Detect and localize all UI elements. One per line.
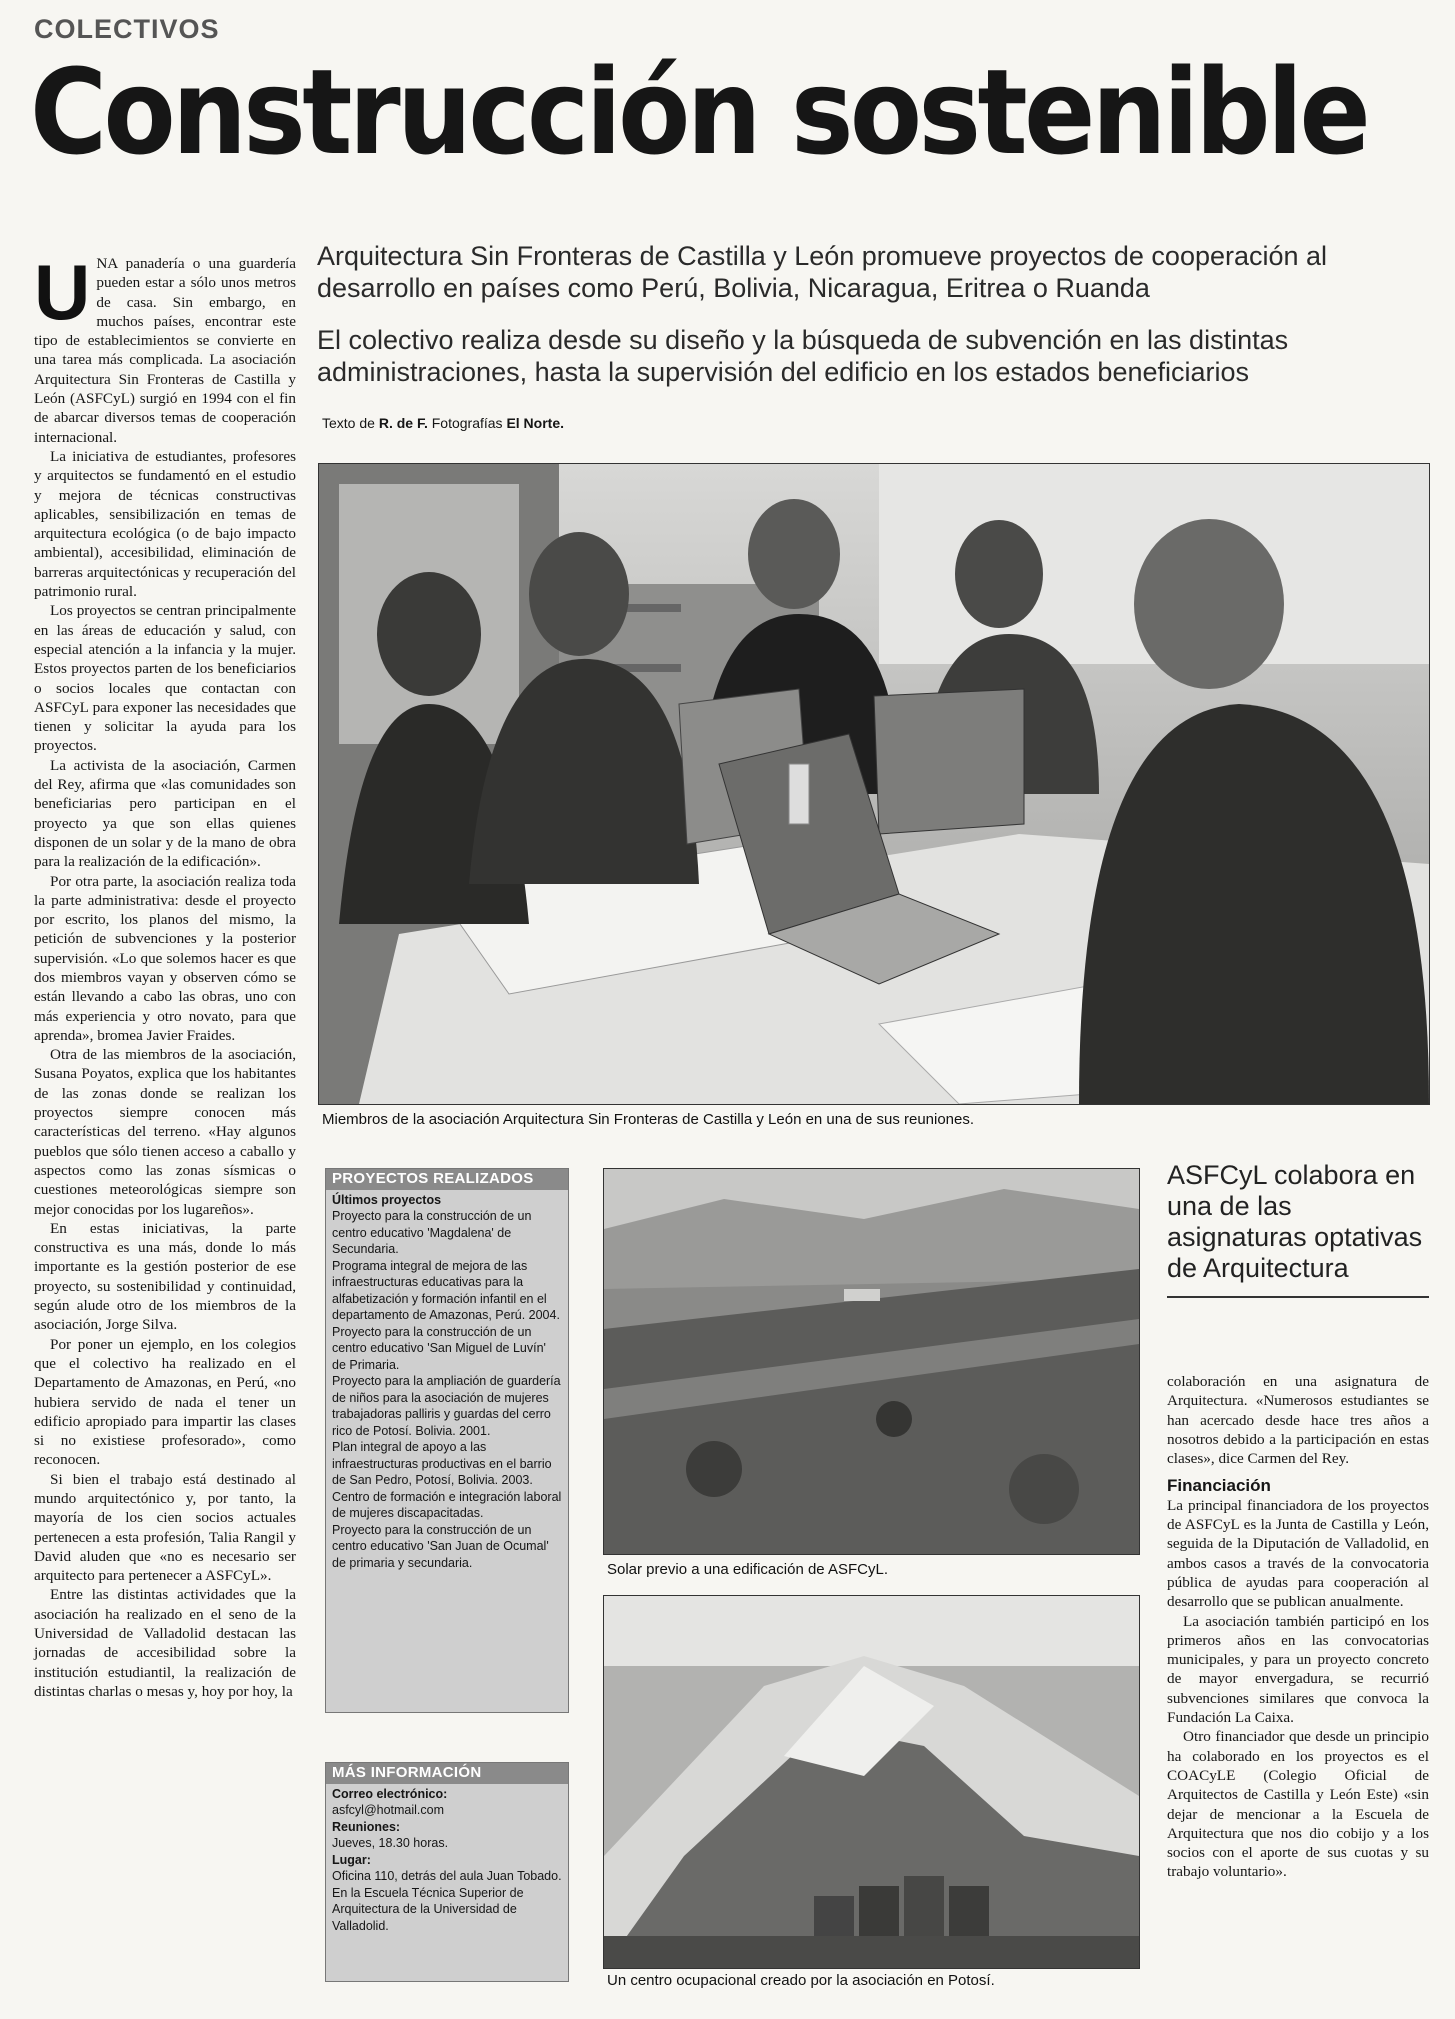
meetings-value: Jueves, 18.30 horas. xyxy=(332,1836,449,1850)
headline: Construcción sostenible xyxy=(30,43,1368,181)
project-item: Proyecto para la construcción de un centro educativo 'San Miguel de Luvín' de Primaria. xyxy=(332,1324,546,1372)
email-value: asfcyl@hotmail.com xyxy=(332,1803,445,1817)
potosi-photo-caption: Un centro ocupacional creado por la asociación en Potosí. xyxy=(607,1972,995,1989)
project-item: Plan integral de apoyo a las infraestructuras productivas en el barrio de San Pedro, Potosí, Bolivia. 2003. xyxy=(332,1440,552,1487)
right-column xyxy=(1167,1372,1429,1882)
left-column xyxy=(34,248,296,1701)
meeting-photo-caption: Miembros de la asociación Arquitectura Sin Fronteras de Castilla y León en una de sus reuniones. xyxy=(322,1111,975,1128)
subhead-2: El colectivo realiza desde su diseño y la búsqueda de subvención en las distintas administraciones, hasta la supervisión del edificio en los estados beneficiarios xyxy=(317,325,1289,387)
meetings-label: Reuniones: xyxy=(332,1819,401,1834)
body-paragraph: Entre las distintas actividades que la asociación ha realizado en el seno de la Universidad de Valladolid destacan las jornadas de accesibilidad sobre la institución estudiantil, la realización de distintas charlas o mesas y, hoy por hoy, la xyxy=(34,1586,296,1700)
financing-heading: Financiación xyxy=(1167,1476,1271,1496)
info-box-title: MÁS INFORMACIÓN xyxy=(326,1763,568,1784)
subhead-1: Arquitectura Sin Fronteras de Castilla y León promueve proyectos de cooperación al desarrollo en países como Perú, Bolivia, Nicaragua, Eritrea o Ruanda xyxy=(317,241,1328,303)
byline-middle: Fotografías xyxy=(427,415,507,431)
project-item: Proyecto para la ampliación de guardería de niños para la asociación de mujeres trabajadoras palliris y guardas del cerro rico de Potosí. Bolivia. 2001. xyxy=(332,1374,561,1438)
email-label: Correo electrónico: xyxy=(332,1786,448,1801)
continuation-paragraph: colaboración en una asignatura de Arquitectura. «Numerosos estudiantes se han acercado desde hace tres años a nosotros debido a la participación en estas clases», dice Carmen del Rey. xyxy=(1167,1373,1429,1468)
projects-box-subtitle: Últimos proyectos xyxy=(332,1192,442,1207)
project-item: Proyecto para la construcción de un centro educativo 'San Juan de Ocumal' de primaria y secundaria. xyxy=(332,1522,549,1570)
body-paragraph: En estas iniciativas, la parte constructiva es una más, donde lo más importante es la gestión posterior de ese proyecto, su sostenibilidad y continuidad, según alude otro de los miembros de la asociación, Jorge Silva. xyxy=(34,1219,296,1334)
site-photo xyxy=(603,1168,1140,1555)
place-label: Lugar: xyxy=(332,1852,371,1867)
body-paragraph: Otro financiador que desde un principio ha colaborado en los proyectos es el COACyLE (Colegio Oficial de Arquitectos de Castilla y León Este) «sin dejar de mencionar a la Escuela de Arquitectura que nos dio cobijo y a los socios con el aporte de sus cuotas y su trabajo voluntario». xyxy=(1167,1728,1429,1881)
body-paragraph: La activista de la asociación, Carmen del Rey, afirma que «las comunidades son beneficiarias pero participan en el proyecto ya que son ellas quienes disponen de un solar y de la mano de obra para la realización de la edificación». xyxy=(34,756,296,871)
project-item: Centro de formación e integración laboral de mujeres discapacitadas. xyxy=(332,1489,562,1520)
byline-photographer: El Norte. xyxy=(506,415,565,431)
site-photo-caption: Solar previo a una edificación de ASFCyL. xyxy=(607,1561,888,1578)
pull-quote: ASFCyL colabora en una de las asignaturas optativas de Arquitectura xyxy=(1167,1160,1429,1298)
body-paragraph: Otra de las miembros de la asociación, Susana Poyatos, explica que los habitantes de las zonas donde se realizan los proyectos siempre conocen más características del terreno. «Hay algunos pueblos que sólo tienen acceso a caballo y aspectos como las zonas sísmicas o cuestiones meteorológicas siempre son mejor conocidas por los lugareños». xyxy=(34,1046,296,1218)
body-paragraph: La principal financiadora de los proyectos de ASFCyL es la Junta de Castilla y León, seguida de la Diputación de Valladolid, en ambos casos a través de la convocatoria pública de ayudas para cooperación al desarrollo que se publican anualmente. xyxy=(1167,1496,1429,1611)
byline-author: R. de F. xyxy=(378,415,428,431)
potosi-photo xyxy=(603,1595,1140,1969)
lead-paragraph xyxy=(34,248,296,447)
place-value: Oficina 110, detrás del aula Juan Tobado. En la Escuela Técnica Superior de Arquitectura de la Universidad de Valladolid. xyxy=(332,1869,562,1933)
body-paragraph: La iniciativa de estudiantes, profesores y arquitectos se fundamentó en el estudio y mejora de técnicas constructivas aplicables, sensibilización en temas de arquitectura ecológica (o de bajo impacto ambiental), accesibilidad, eliminación de barreras arquitectónicas y recuperación del patrimonio rural. xyxy=(34,447,296,601)
project-item: Programa integral de mejora de las infraestructuras educativas para la alfabetización y formación infantil en el departamento de Amazonas, Perú. 2004. xyxy=(332,1258,560,1322)
dropcap: U xyxy=(34,248,91,336)
info-box xyxy=(325,1762,569,1982)
lead-text: NA panadería o una guardería pueden estar a sólo unos metros de casa. Sin embargo, en muchos países, encontrar este tipo de establecimientos se convierte en una tarea más complicada. La asociación Arquitectura Sin Fronteras de Castilla y León (ASFCyL) surgió en 1994 con el fin de abarcar diversos temas de cooperación internacional. xyxy=(34,255,296,446)
byline-prefix: Texto de xyxy=(322,415,379,431)
body-paragraph: Por poner un ejemplo, en los colegios que el colectivo ha realizado en el Departamento de Amazonas, en Perú, «no hubiera servido de nada el tener un edificio apropiado para impartir las clases si no existiese profesorado», como reconocen. xyxy=(34,1335,296,1469)
projects-box-title: PROYECTOS REALIZADOS xyxy=(326,1169,568,1190)
body-paragraph: Por otra parte, la asociación realiza toda la parte administrativa: desde el proyecto por escrito, los planos del mismo, la petición de subvenciones y la posterior supervisión. «Lo que solemos hacer es que dos miembros vayan y observen cómo se están llevando a cabo las obras, uno con más experiencia y otro novato, para que aprenda», bromea Javier Fraides. xyxy=(34,872,296,1044)
section-label: COLECTIVOS xyxy=(34,14,220,44)
byline xyxy=(322,415,564,431)
body-paragraph: Los proyectos se centran principalmente en las áreas de educación y salud, con especial atención a la infancia y la mujer. Estos proyectos parten de los beneficiarios o socios locales que contactan con ASFCyL para exponer las necesidades que tienen y solicitar la ayuda para los proyectos. xyxy=(34,602,296,755)
body-paragraph: La asociación también participó en los primeros años en las convocatorias municipales, y para un proyecto concreto de mayor envergadura, se recurrió subvenciones similares que convoca la Fundación La Caixa. xyxy=(1167,1612,1429,1727)
project-item: Proyecto para la construcción de un centro educativo 'Magdalena' de Secundaria. xyxy=(332,1209,532,1256)
projects-box xyxy=(325,1168,569,1713)
body-paragraph: Si bien el trabajo está destinado al mundo arquitectónico y, por tanto, la mayoría de los cien socios actuales pertenecen a esta profesión, Talia Rangil y David aluden que «no es necesario ser arquitecto para pertenecer a ASFCyL». xyxy=(34,1470,296,1585)
meeting-photo xyxy=(318,463,1430,1105)
